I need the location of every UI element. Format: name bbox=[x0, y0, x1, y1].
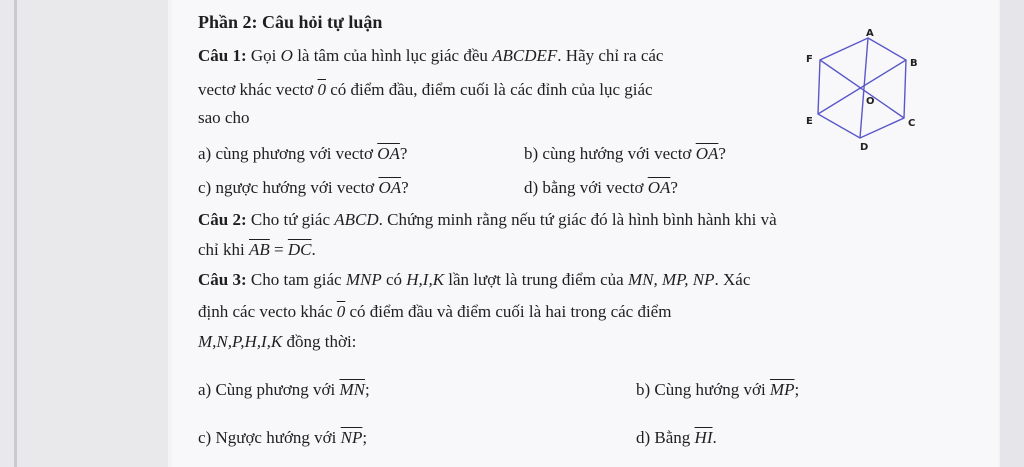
hexagon-figure bbox=[802, 26, 922, 150]
section-heading: Phần 2: Câu hỏi tự luận bbox=[198, 12, 383, 32]
q3-text-2a: định các vecto khác bbox=[198, 302, 333, 321]
q3-line-1 bbox=[198, 270, 750, 290]
q2-label: Câu 2: bbox=[198, 210, 247, 229]
q3-text-1c: lần lượt là trung điểm của bbox=[448, 270, 624, 289]
q3-option-a-text: a) Cùng phương với bbox=[198, 380, 336, 399]
q2-equals: = bbox=[274, 240, 284, 259]
q1-text-1b: là tâm của hình lục giác đều bbox=[297, 46, 488, 65]
q1-option-b-qmark: ? bbox=[718, 144, 726, 163]
hexagon-lines bbox=[818, 38, 906, 138]
q3-line-3 bbox=[198, 332, 356, 352]
q2-quad-name: ABCD bbox=[334, 210, 379, 229]
q3-sides: MN, MP, NP bbox=[627, 270, 715, 289]
q2-text-1b: . Chứng minh rằng nếu tứ giác đó là hình bình hành khi và bbox=[378, 210, 777, 229]
label-e: E bbox=[806, 116, 813, 127]
q3-option-b-text: b) Cùng hướng với bbox=[636, 380, 766, 399]
q1-label: Câu 1: bbox=[198, 46, 247, 65]
q3-option-d-vector: $\overline{HI}$ bbox=[694, 428, 713, 447]
q3-text-1d: . Xác bbox=[714, 270, 751, 289]
q3-option-a bbox=[198, 380, 370, 400]
q1-option-b-text: b) cùng hướng với vectơ bbox=[524, 144, 692, 163]
q2-vector-dc: $\overline{DC}$ bbox=[287, 240, 312, 259]
q1-option-c bbox=[198, 178, 409, 198]
q1-option-d bbox=[524, 178, 678, 198]
q2-vector-ab: $\overline{AB}$ bbox=[249, 240, 270, 259]
q1-option-b-vector: $\overline{OA}$ bbox=[695, 144, 719, 163]
q1-option-c-text: c) ngược hướng với vectơ bbox=[198, 178, 375, 197]
q3-text-3b: đồng thời: bbox=[286, 332, 357, 351]
label-a: A bbox=[866, 28, 874, 39]
q1-option-d-text: d) bằng với vectơ bbox=[524, 178, 644, 197]
q3-option-c-vector: $\overline{NP}$ bbox=[340, 428, 363, 447]
hexagon-outline bbox=[818, 38, 906, 138]
q1-option-d-qmark: ? bbox=[670, 178, 678, 197]
q1-hexagon-name: ABCDEF bbox=[492, 46, 558, 65]
q3-text-1b: có bbox=[385, 270, 402, 289]
q3-option-a-end: ; bbox=[364, 380, 370, 399]
q3-option-d-text: d) Bằng bbox=[636, 428, 691, 447]
q3-option-b bbox=[636, 380, 799, 400]
label-o: O bbox=[866, 96, 875, 107]
q3-option-b-vector: $\overline{MP}$ bbox=[769, 380, 795, 399]
q1-line-1 bbox=[198, 46, 663, 66]
q1-option-a-text: a) cùng phương với vectơ bbox=[198, 144, 373, 163]
q2-line-1 bbox=[198, 210, 777, 230]
q3-line-2 bbox=[198, 302, 671, 322]
q1-option-c-vector: $\overline{OA}$ bbox=[378, 178, 402, 197]
q1-line-2 bbox=[198, 80, 653, 100]
q2-text-1a: Cho tứ giác bbox=[250, 210, 330, 229]
left-edge bbox=[0, 0, 168, 467]
q3-triangle-name: MNP bbox=[345, 270, 382, 289]
q1-point-o: O bbox=[280, 46, 293, 65]
q1-line-3: sao cho bbox=[198, 108, 250, 127]
q3-option-a-vector: $\overline{MN}$ bbox=[339, 380, 365, 399]
q1-option-c-qmark: ? bbox=[401, 178, 409, 197]
q3-points: M,N,P,H,I,K bbox=[198, 332, 283, 351]
label-d: D bbox=[860, 142, 869, 150]
q3-option-b-end: ; bbox=[794, 380, 800, 399]
q3-text-1a: Cho tam giác bbox=[250, 270, 342, 289]
label-f: F bbox=[806, 54, 813, 65]
q1-option-a-vector: $\overline{OA}$ bbox=[377, 144, 400, 163]
q2-line-2 bbox=[198, 240, 316, 260]
q1-text-1a: Gọi bbox=[250, 46, 277, 65]
label-c: C bbox=[908, 118, 916, 129]
label-b: B bbox=[910, 58, 918, 69]
q1-zero-vector: 0 bbox=[317, 80, 326, 99]
q3-option-d bbox=[636, 428, 717, 448]
q1-option-d-vector: $\overline{OA}$ bbox=[647, 178, 671, 197]
q3-midpoints: H,I,K bbox=[406, 270, 445, 289]
q3-text-2b: có điểm đầu và điểm cuối là hai trong các điểm bbox=[349, 302, 672, 321]
q1-option-a-qmark: ? bbox=[399, 144, 408, 163]
q2-end: . bbox=[311, 240, 316, 259]
q1-option-b bbox=[524, 144, 726, 164]
q3-zero-vector: 0 bbox=[336, 302, 346, 321]
right-edge bbox=[1000, 0, 1024, 467]
q3-option-c bbox=[198, 428, 367, 448]
q1-text-2b: có điểm đầu, điểm cuối là các đỉnh của lục giác bbox=[330, 80, 653, 99]
left-edge-strip bbox=[14, 0, 17, 467]
q1-option-a bbox=[198, 144, 407, 164]
q3-option-c-end: ; bbox=[362, 428, 368, 447]
q2-text-2a: chỉ khi bbox=[198, 240, 245, 259]
q3-label: Câu 3: bbox=[198, 270, 247, 289]
q3-option-d-end: . bbox=[712, 428, 717, 447]
q1-text-2a: vectơ khác vectơ bbox=[198, 80, 314, 99]
q3-option-c-text: c) Ngược hướng với bbox=[198, 428, 337, 447]
q1-text-1c: . Hãy chỉ ra các bbox=[557, 46, 664, 65]
